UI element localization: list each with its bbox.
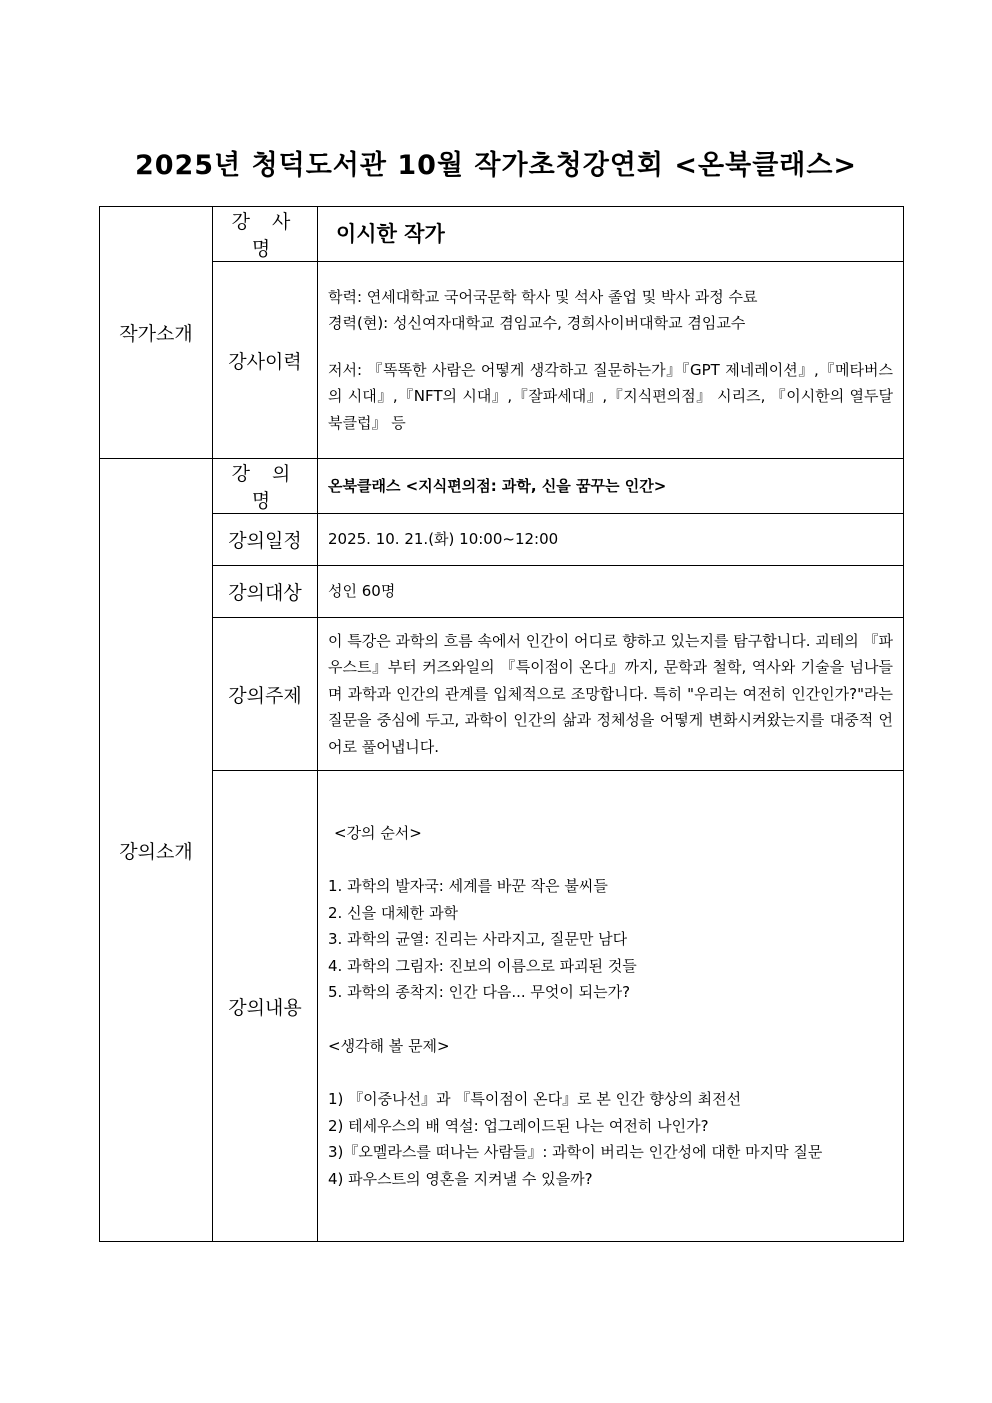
label-lecture-content: 강의내용: [213, 771, 318, 1242]
label-instructor-name: 강 사 명: [213, 207, 318, 262]
row-instructor-name: [100, 207, 904, 262]
question-item: 3)『오멜라스를 떠나는 사람들』: 과학이 버리는 인간성에 대한 마지막 질문: [328, 1143, 823, 1162]
lecture-target: 성인 60명: [318, 566, 904, 618]
label-lecture-target: 강의대상: [213, 566, 318, 618]
row-lecture-target: [100, 566, 904, 618]
section-author-intro: 작가소개: [100, 207, 213, 459]
order-item: 3. 과학의 균열: 진리는 사라지고, 질문만 남다: [328, 930, 628, 949]
lecture-title: 온북클래스 <지식편의점: 과학, 신을 꿈꾸는 인간>: [318, 459, 904, 514]
lecture-topic: [318, 618, 904, 771]
lecture-content: [318, 771, 904, 1242]
question-item: 1) 『이중나선』과 『특이점이 온다』로 본 인간 향상의 최전선: [328, 1090, 742, 1109]
label-instructor-career: 강사이력: [213, 262, 318, 459]
question-heading: <생각해 볼 문제>: [328, 1036, 450, 1055]
order-item: 1. 과학의 발자국: 세계를 바꾼 작은 불씨들: [328, 877, 608, 896]
career-books: 저서: 『똑똑한 사람은 어떻게 생각하고 질문하는가』『GPT 제네레이션』,『메타버스의 시대』,『NFT의 시대』,『잘파세대』,『지식편의점』 시리즈, 『이시한의 열두달 북클럽』 등: [328, 360, 893, 432]
lecture-schedule: 2025. 10. 21.(화) 10:00~12:00: [318, 514, 904, 566]
career-position: 경력(현): 성신여자대학교 겸임교수, 경희사이버대학교 겸임교수: [328, 314, 746, 333]
order-item: 2. 신을 대체한 과학: [328, 903, 459, 922]
label-lecture-topic: 강의주제: [213, 618, 318, 771]
document-title: 2025년 청덕도서관 10월 작가초청강연회 <온북클래스>: [134, 150, 858, 181]
label-lecture-title: 강 의 명: [213, 459, 318, 514]
order-heading: <강의 순서>: [334, 823, 422, 842]
instructor-career: [318, 262, 904, 459]
instructor-name: 이시한 작가: [318, 207, 904, 262]
row-lecture-title: [100, 459, 904, 514]
lecture-topic-text: 이 특강은 과학의 흐름 속에서 인간이 어디로 향하고 있는지를 탐구합니다. 괴테의 『파우스트』부터 커즈와일의 『특이점이 온다』까지, 문학과 철학, 역사와 기술을 넘나들며 과학과 인간의 관계를 입체적으로 조망합니다. 특히 "우리는 여전히 인간인가?"라는 질문을 중심에 두고, 과학이 인간의 삶과 정체성을 어떻게 변화시켜왔는지를 대중적 언어로 풀어냅니다.: [328, 631, 893, 756]
row-lecture-topic: [100, 618, 904, 771]
label-lecture-schedule: 강의일정: [213, 514, 318, 566]
question-item: 2) 테세우스의 배 역설: 업그레이드된 나는 여전히 나인가?: [328, 1116, 709, 1135]
lecture-info-table: [99, 206, 904, 1242]
question-item: 4) 파우스트의 영혼을 지켜낼 수 있을까?: [328, 1169, 593, 1188]
section-lecture-intro: 강의소개: [100, 459, 213, 1242]
order-item: 5. 과학의 종착지: 인간 다음... 무엇이 되는가?: [328, 983, 631, 1002]
row-lecture-schedule: [100, 514, 904, 566]
career-education: 학력: 연세대학교 국어국문학 학사 및 석사 졸업 및 박사 과정 수료: [328, 287, 758, 306]
row-lecture-content: [100, 771, 904, 1242]
row-instructor-career: [100, 262, 904, 459]
order-item: 4. 과학의 그림자: 진보의 이름으로 파괴된 것들: [328, 956, 637, 975]
